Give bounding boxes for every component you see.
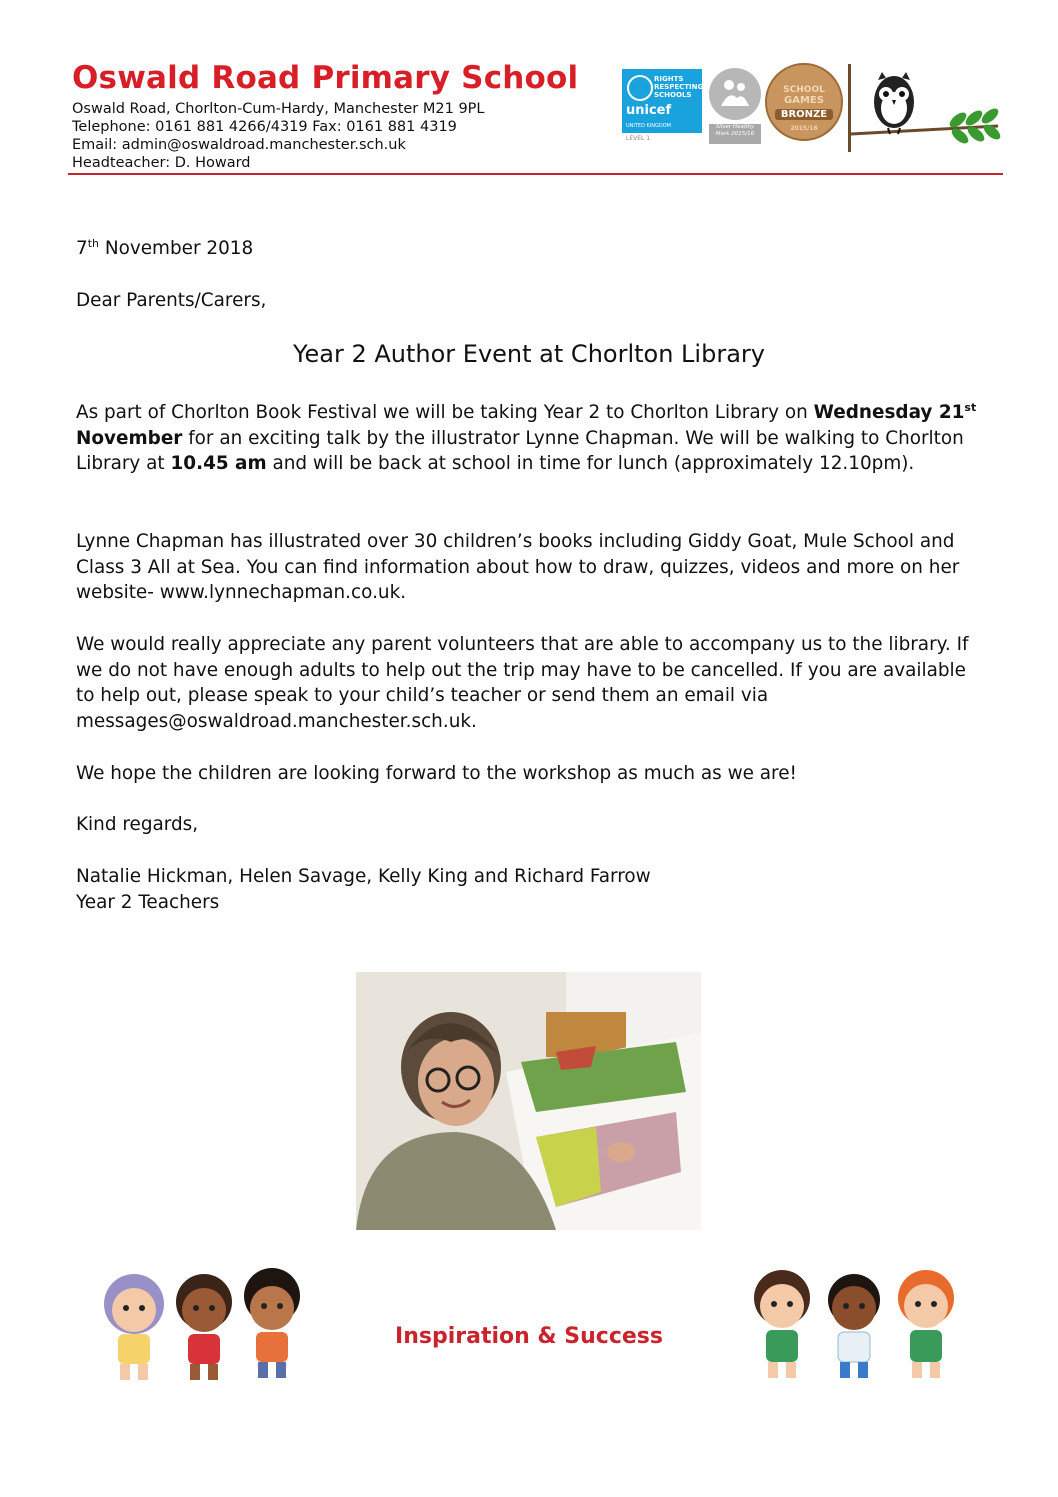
para1-day-suffix: st (964, 400, 977, 414)
para1-text-d: for an exciting talk by the illustrator Lynne Chapman. We will be walking to Chorlton Library at (76, 427, 964, 475)
date-rest: November 2018 (99, 238, 254, 259)
para1-month: November (76, 427, 183, 449)
paragraph-volunteers: We would really appreciate any parent volunteers that are able to accompany us to the library. If we do not have enough adults to help out the trip may have to be cancelled. If you are available to help out, please speak to your child’s teacher or send them an email via messages@oswaldroad.manchester.sch.uk. (76, 634, 969, 732)
healthy-mark-caption: Silver Healthy Mark 2015/16 (709, 124, 761, 144)
healthy-schools-badge (709, 68, 761, 120)
children-illustration-right-icon (746, 1262, 964, 1387)
school-email: Email: admin@oswaldroad.manchester.sch.uk (72, 137, 406, 153)
date-day: 7 (76, 238, 88, 259)
school-address: Oswald Road, Chorlton-Cum-Hardy, Manchester M21 9PL (72, 101, 485, 117)
letter-date (76, 236, 253, 262)
signature-names: Natalie Hickman, Helen Savage, Kelly King and Richard Farrow (76, 866, 651, 887)
unicef-label: unicef (626, 103, 672, 118)
games-award: BRONZE (775, 109, 833, 120)
signature-role: Year 2 Teachers (76, 892, 220, 913)
school-headteacher: Headteacher: D. Howard (72, 155, 251, 171)
games-line1: SCHOOL (783, 85, 825, 95)
header-divider (68, 173, 1003, 175)
date-suffix: th (87, 236, 99, 250)
games-year: 2015/16 (790, 125, 818, 132)
school-name: Oswald Road Primary School (72, 60, 579, 96)
para1-day: Wednesday 21 (813, 402, 965, 423)
games-line2: GAMES (784, 95, 824, 106)
para1-text-f: and will be back at school in time for lunch (approximately 12.10pm). (266, 453, 915, 475)
para1-time: 10.45 am (170, 453, 267, 475)
owl-logo-icon (848, 62, 1008, 154)
rrs-label: RIGHTS RESPECTING SCHOOLS (654, 75, 704, 99)
globe-icon (627, 75, 653, 101)
salutation: Dear Parents/Carers, (76, 290, 267, 311)
author-photo (356, 972, 701, 1230)
paragraph-closing-note: We hope the children are looking forward to the workshop as much as we are! (76, 763, 797, 784)
family-icon (709, 68, 761, 120)
author-photo-image (356, 972, 701, 1230)
rrs-level-label: LEVEL 1 (626, 135, 651, 142)
rights-respecting-schools-badge (622, 69, 702, 133)
school-motto: Inspiration & Success (395, 1324, 663, 1349)
paragraph-author-info: Lynne Chapman has illustrated over 30 children’s books including Giddy Goat, Mule School and Class 3 All at Sea. You can find information about how to draw, quizzes, videos and more on her website- www.lynnechapman.co.uk. (76, 531, 960, 604)
paragraph-trip-details (76, 400, 981, 477)
unicef-uk-label: UNITED KINGDOM (626, 123, 671, 129)
closing: Kind regards, (76, 814, 199, 835)
school-games-badge (765, 63, 843, 141)
event-title: Year 2 Author Event at Chorlton Library (293, 340, 765, 368)
school-telephone: Telephone: 0161 881 4266/4319 Fax: 0161 881 4319 (72, 119, 457, 135)
para1-text-a: As part of Chorlton Book Festival we will be taking Year 2 to Chorlton Library on (76, 402, 814, 423)
